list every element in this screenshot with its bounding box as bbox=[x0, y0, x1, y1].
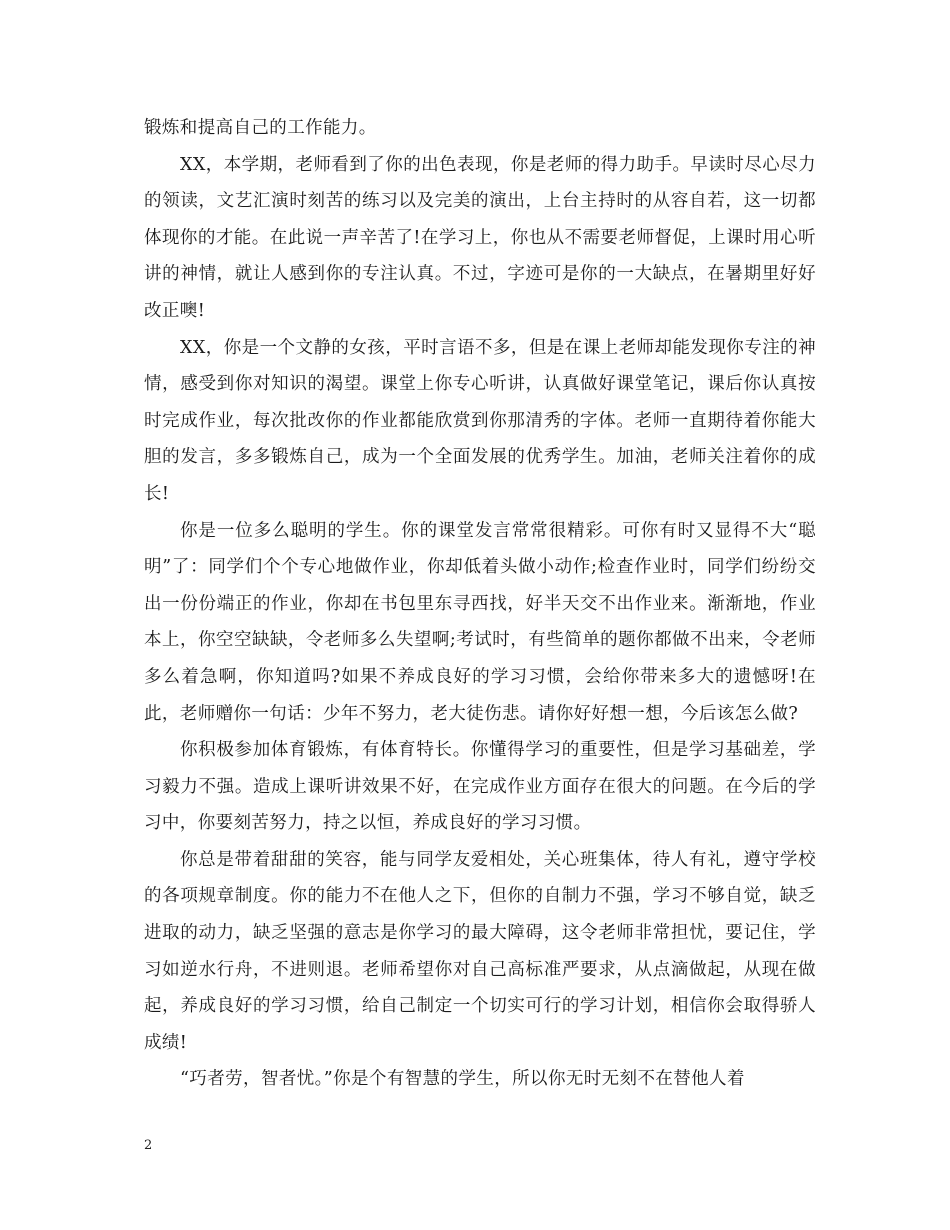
paragraph-continuation: 锻炼和提高自己的工作能力。 bbox=[144, 118, 377, 138]
page-number: 2 bbox=[144, 1138, 153, 1153]
paragraph-comment-assistant: XX，本学期，老师看到了你的出色表现，你是老师的得力助手。早读时尽心尽力的领读，文艺汇演时刻苦的练习以及完美的演出，上台主持时的从容自若，这一切都体现你的才能。在此说一声辛苦了!在学习上，你也从不需要老师督促，上课时用心听讲的神情，就让人感到你的专注认真。不过，字迹可是你的一大缺点，在暑期里好好改正噢! bbox=[144, 154, 816, 321]
document-body bbox=[144, 110, 816, 1098]
paragraph-comment-smiling: 你总是带着甜甜的笑容，能与同学友爱相处，关心班集体，待人有礼，遵守学校的各项规章制度。你的能力不在他人之下，但你的自制力不强，学习不够自觉，缺乏进取的动力，缺乏坚强的意志是你学习的最大障碍，这令老师非常担忧，要记住，学习如逆水行舟，不进则退。老师希望你对自己高标准严要求，从点滴做起，从现在做起，养成良好的学习习惯，给自己制定一个切实可行的学习计划，相信你会取得骄人成绩! bbox=[144, 849, 816, 1053]
paragraph-comment-quiet-girl: XX，你是一个文静的女孩，平时言语不多，但是在课上老师却能发现你专注的神情，感受到你对知识的渴望。课堂上你专心听讲，认真做好课堂笔记，课后你认真按时完成作业，每次批改你的作业都能欣赏到你那清秀的字体。老师一直期待着你能大胆的发言，多多锻炼自己，成为一个全面发展的优秀学生。加油，老师关注着你的成长! bbox=[144, 337, 816, 504]
paragraph-comment-wise: “巧者劳，智者忧。”你是个有智慧的学生，所以你无时无刻不在替他人着 bbox=[180, 1069, 745, 1090]
paragraph-comment-sports: 你积极参加体育锻炼，有体育特长。你懂得学习的重要性，但是学习基础差，学习毅力不强。造成上课听讲效果不好，在完成作业方面存在很大的问题。在今后的学习中，你要刻苦努力，持之以恒，养成良好的学习习惯。 bbox=[144, 740, 816, 834]
paragraph-comment-clever-student: 你是一位多么聪明的学生。你的课堂发言常常很精彩。可你有时又显得不大“聪明”了：同学们个个专心地做作业，你却低着头做小动作;检查作业时，同学们纷纷交出一份份端正的作业，你却在书包里东寻西找，好半天交不出作业来。渐渐地，作业本上，你空空缺缺，令老师多么失望啊;考试时，有些简单的题你都做不出来，令老师多么着急啊，你知道吗?如果不养成良好的学习习惯，会给你带来多大的遗憾呀!在此，老师赠你一句话：少年不努力，老大徒伤悲。请你好好想一想，今后该怎么做? bbox=[144, 520, 816, 724]
